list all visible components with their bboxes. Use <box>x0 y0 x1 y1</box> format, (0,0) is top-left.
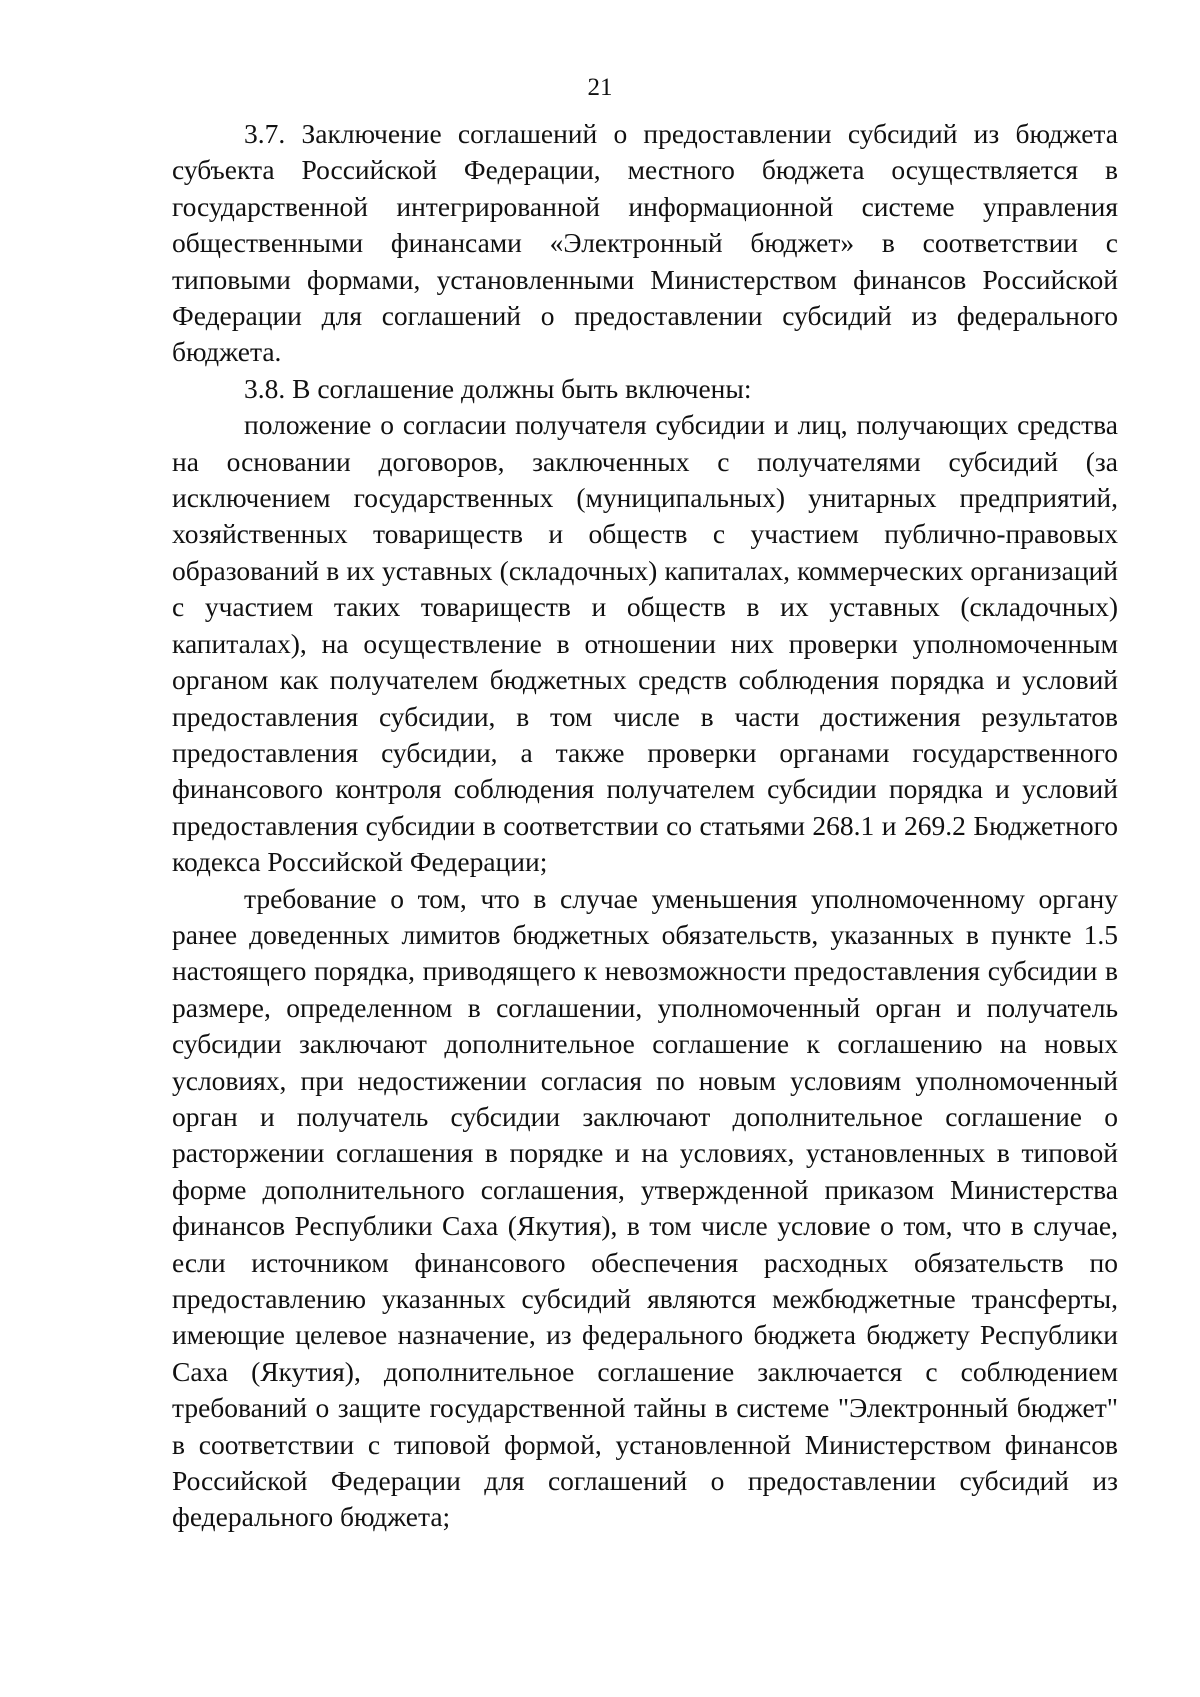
paragraph-consent-clause: положение о согласии получателя субсидии и лиц, получающих средства на основании договоров, заключенных с получателями субсидий (за исключением государственных (муниципальных) унитарных предприятий, хозяйственных товариществ и обществ с участием публично-правовых образований в их уставных (складочных) капиталах, коммерческих организаций с участием таких товариществ и обществ в их уставных (складочных) капиталах), на осуществление в отношении них проверки уполномоченным органом как получателем бюджетных средств соблюдения порядка и условий предоставления субсидии, в том числе в части достижения результатов предоставления субсидии, а также проверки органами государственного финансового контроля соблюдения получателем субсидии порядка и условий предоставления субсидии в соответствии со статьями 268.1 и 269.2 Бюджетного кодекса Российской Федерации; <box>172 409 1118 878</box>
paragraph-3-8: 3.8. В соглашение должны быть включены: <box>244 372 752 404</box>
document-body <box>172 116 1118 1536</box>
paragraph-limits-reduction-clause: требование о том, что в случае уменьшения уполномоченному органу ранее доведенных лимитов бюджетных обязательств, указанных в пункте 1.5 настоящего порядка, приводящего к невозможности предоставления субсидии в размере, определенном в соглашении, уполномоченный орган и получатель субсидии заключают дополнительное соглашение к соглашению на новых условиях, при недостижении согласия по новым условиям уполномоченный орган и получатель субсидии заключают дополнительное соглашение о расторжении соглашения в порядке и на условиях, установленных в типовой форме дополнительного соглашения, утвержденной приказом Министерства финансов Республики Саха (Якутия), в том числе условие о том, что в случае, если источником финансового обеспечения расходных обязательств по предоставлению указанных субсидий являются межбюджетные трансферты, имеющие целевое назначение, из федерального бюджета бюджету Республики Саха (Якутия), дополнительное соглашение заключается с соблюдением требований о защите государственной тайны в системе "Электронный бюджет" в соответствии с типовой формой, установленной Министерством финансов Российской Федерации для соглашений о предоставлении субсидий из федерального бюджета; <box>172 882 1118 1533</box>
page-number: 21 <box>587 74 613 101</box>
paragraph-3-7: 3.7. Заключение соглашений о предоставлении субсидий из бюджета субъекта Российской Федерации, местного бюджета осуществляется в государственной интегрированной информационной системе управления общественными финансами «Электронный бюджет» в соответствии с типовыми формами, установленными Министерством финансов Российской Федерации для соглашений о предоставлении субсидий из федерального бюджета. <box>172 118 1118 368</box>
